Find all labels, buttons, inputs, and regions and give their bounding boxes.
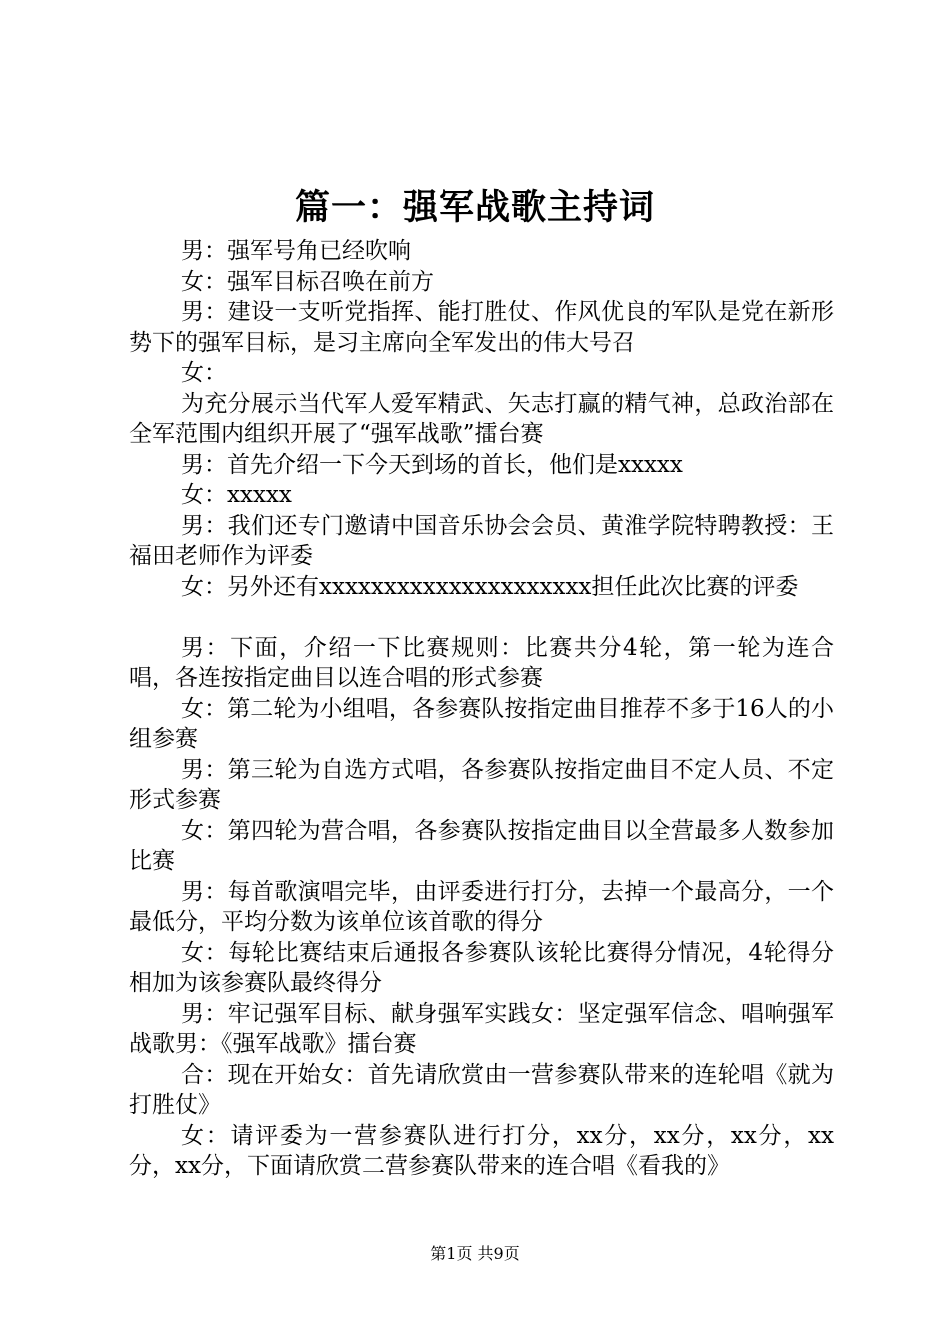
- paragraph: 女：xxxxx: [181, 482, 292, 508]
- paragraph: 女：请评委为一营参赛队进行打分，xx分，xx分，xx分，xx分，xx分，下面请欣赏二营参赛队带来的连合唱《看我的》: [129, 1122, 834, 1179]
- blank-line: [129, 602, 834, 633]
- paragraph: 女：每轮比赛结束后通报各参赛队该轮比赛得分情况，4轮得分相加为该参赛队最终得分: [129, 939, 834, 996]
- paragraph: 女：第四轮为营合唱，各参赛队按指定曲目以全营最多人数参加比赛: [129, 817, 834, 874]
- paragraph: 合：现在开始女：首先请欣赏由一营参赛队带来的连轮唱《就为打胜仗》: [129, 1061, 834, 1118]
- paragraph: 男：我们还专门邀请中国音乐协会会员、黄淮学院特聘教授：王福田老师作为评委: [129, 512, 834, 569]
- paragraph: 男：强军号角已经吹响: [181, 238, 411, 264]
- paragraph: 男：首先介绍一下今天到场的首长，他们是xxxxx: [181, 451, 683, 478]
- paragraph: 男：第三轮为自选方式唱，各参赛队按指定曲目不定人员、不定形式参赛: [129, 756, 834, 813]
- paragraph: 为充分展示当代军人爱军精武、矢志打赢的精气神，总政治部在全军范围内组织开展了“强军战歌”擂台赛: [129, 390, 834, 447]
- document-title: 篇一：强军战歌主持词: [294, 187, 655, 228]
- paragraph: 女：: [181, 360, 227, 386]
- paragraph: 男：每首歌演唱完毕，由评委进行打分，去掉一个最高分，一个最低分，平均分数为该单位该首歌的得分: [129, 878, 834, 935]
- page-indicator: 第1页 共9页: [430, 1244, 520, 1263]
- paragraph: 女：第二轮为小组唱，各参赛队按指定曲目推荐不多于16人的小组参赛: [129, 695, 834, 752]
- paragraph: 男：下面，介绍一下比赛规则：比赛共分4轮，第一轮为连合唱，各连按指定曲目以连合唱的形式参赛: [129, 634, 834, 691]
- paragraph: 男：建设一支听党指挥、能打胜仗、作风优良的军队是党在新形势下的强军目标，是习主席向全军发出的伟大号召: [129, 299, 834, 356]
- paragraph: 男：牢记强军目标、献身强军实践女：坚定强军信念、唱响强军战歌男：《强军战歌》擂台赛: [129, 1000, 834, 1057]
- paragraph: 女：强军目标召唤在前方: [181, 268, 434, 295]
- paragraph: 女：另外还有xxxxxxxxxxxxxxxxxxxxx担任此次比赛的评委: [181, 573, 799, 600]
- document-body: [129, 236, 834, 1182]
